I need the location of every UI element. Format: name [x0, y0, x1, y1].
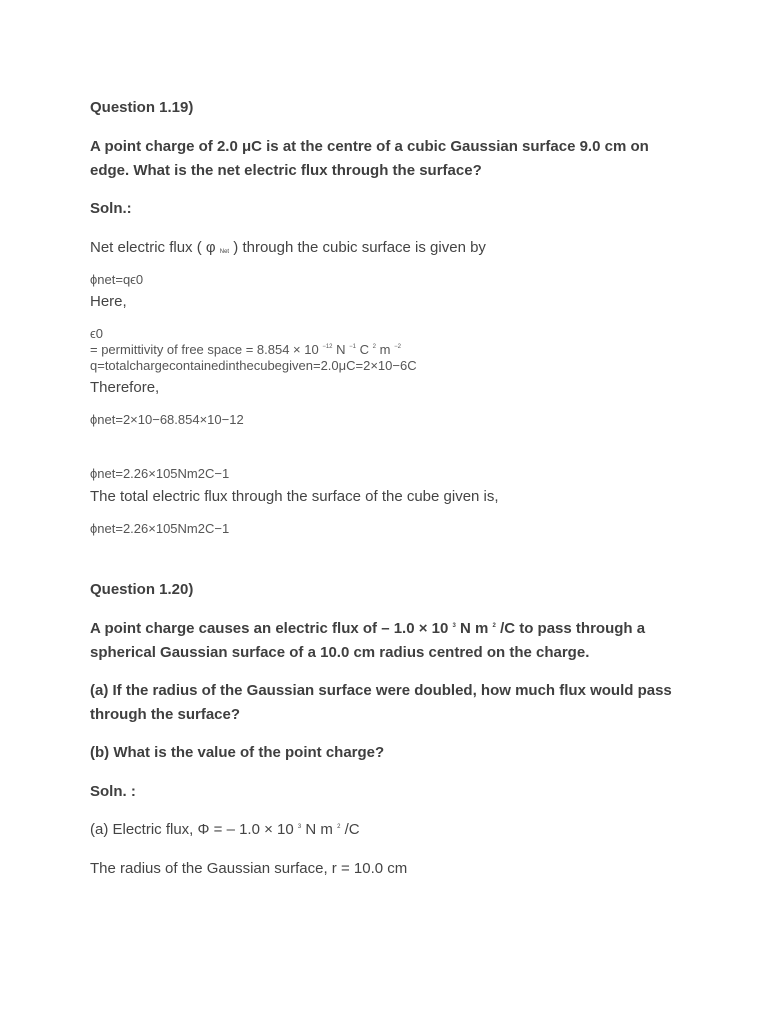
permittivity-exponent-4: −2	[394, 344, 401, 350]
therefore-label: Therefore,	[90, 379, 160, 396]
answer-a-text-b: N m	[305, 821, 333, 838]
answer-a-exponent-1: 3	[297, 824, 302, 830]
question-1-20-text-line1	[90, 620, 645, 637]
permittivity-exponent-2: −1	[349, 344, 357, 350]
question-1-20-text-line2: spherical Gaussian surface of a 10.0 cm radius centred on the charge.	[90, 644, 590, 661]
solution-label: Soln.:	[90, 200, 132, 217]
question-1-20-exponent-2: 2	[492, 623, 496, 629]
answer-a-text-c: /C	[344, 821, 360, 838]
question-1-20-exponent-1: 3	[452, 623, 456, 629]
question-1-20-heading: Question 1.20)	[90, 581, 194, 598]
equation-flux-formula: ϕnet=qϵ0	[90, 272, 144, 287]
permittivity-exponent-3: 2	[372, 344, 376, 350]
answer-a-exponent-2: 2	[337, 824, 341, 830]
epsilon-zero-symbol: ϵ0	[90, 326, 103, 341]
part-a-question-line2: through the surface?	[90, 706, 241, 723]
permittivity-text-c: C	[359, 342, 370, 357]
question-1-19-text-line1: A point charge of 2.0 μC is at the centre of a cubic Gaussian surface 9.0 cm on	[90, 138, 649, 155]
permittivity-definition	[90, 342, 401, 357]
part-a-question-line1: (a) If the radius of the Gaussian surface were doubled, how much flux would pass	[90, 682, 672, 699]
here-label: Here,	[90, 293, 127, 310]
permittivity-text-a: = permittivity of free space = 8.854 × 10	[90, 342, 319, 357]
flux-intro-text-b: ) through the cubic surface is given by	[233, 239, 486, 256]
question-1-20-text-a: A point charge causes an electric flux of – 1.0 × 10	[90, 620, 449, 637]
equation-flux-result: ϕnet=2.26×105Nm2C−1	[90, 466, 230, 481]
equation-flux-substitution: ϕnet=2×10−68.854×10−12	[90, 412, 244, 427]
part-b-question: (b) What is the value of the point charge?	[90, 744, 385, 761]
permittivity-exponent-1: −12	[322, 344, 333, 350]
solution-label-2: Soln. :	[90, 783, 136, 800]
permittivity-text-b: N	[336, 342, 346, 357]
answer-a-electric-flux	[90, 821, 360, 838]
flux-intro-text-a: Net electric flux ( φ	[90, 239, 216, 256]
question-1-19-text-line2: edge. What is the net electric flux through the surface?	[90, 162, 482, 179]
permittivity-text-d: m	[379, 342, 391, 357]
total-flux-sentence: The total electric flux through the surface of the cube given is,	[90, 488, 499, 505]
question-1-20-text-c: /C to pass through a	[500, 620, 646, 637]
question-1-20-text-b: N m	[460, 620, 489, 637]
flux-intro-paragraph	[90, 239, 486, 256]
flux-intro-subscript: Net	[219, 249, 230, 255]
question-1-19-heading: Question 1.19)	[90, 99, 194, 116]
equation-flux-final: ϕnet=2.26×105Nm2C−1	[90, 521, 230, 536]
answer-a-text-a: (a) Electric flux, Φ = – 1.0 × 10	[90, 821, 294, 838]
gaussian-radius-sentence: The radius of the Gaussian surface, r = 10.0 cm	[90, 860, 408, 877]
charge-definition: q=totalchargecontainedinthecubegiven=2.0μC=2×10−6C	[90, 358, 417, 373]
